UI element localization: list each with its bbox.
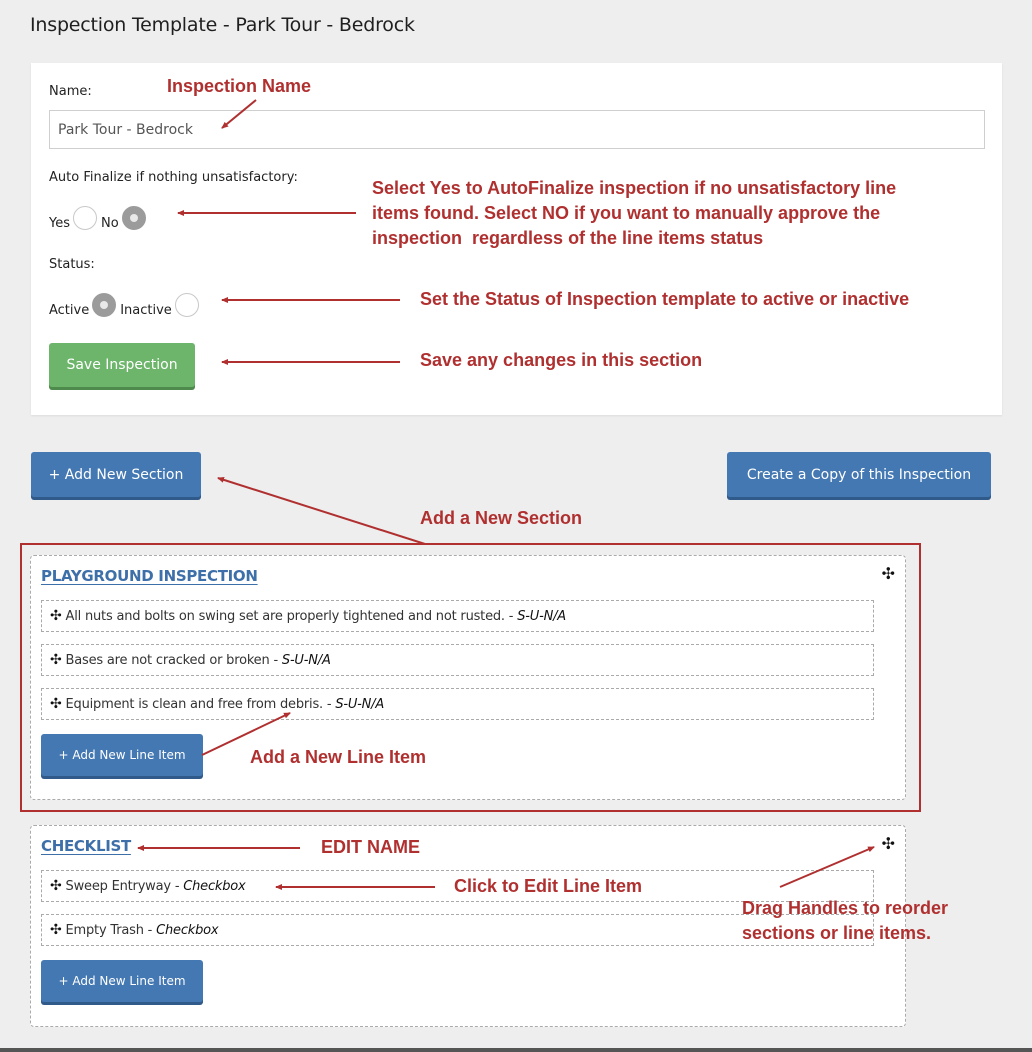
annotation-edit-line-item: Click to Edit Line Item: [454, 876, 643, 896]
drag-handle-icon[interactable]: ✣: [881, 834, 895, 853]
line-item-type: Checkbox: [183, 878, 246, 894]
line-item-separator: -: [504, 608, 518, 624]
add-new-line-item-button[interactable]: + Add New Line Item: [41, 734, 203, 776]
line-item[interactable]: [41, 644, 874, 676]
line-item-text: Sweep Entryway: [65, 878, 171, 894]
save-inspection-button[interactable]: Save Inspection: [49, 343, 195, 387]
drag-handle-icon[interactable]: ✣: [50, 652, 62, 668]
auto-finalize-label: Auto Finalize if nothing unsatisfactory:: [49, 170, 298, 185]
auto-finalize-radio-group: [49, 211, 150, 235]
auto-finalize-no-label: No: [101, 215, 119, 231]
annotation-save: Save any changes in this section: [420, 350, 703, 370]
inspection-name-input[interactable]: [49, 110, 985, 149]
drag-handle-icon[interactable]: ✣: [881, 564, 895, 583]
annotation-drag-2: sections or line items.: [742, 923, 932, 943]
auto-finalize-yes-label: Yes: [49, 215, 70, 231]
drag-handle-icon[interactable]: ✣: [50, 608, 62, 624]
page-title: Inspection Template - Park Tour - Bedrock: [30, 14, 415, 36]
line-item-text: Equipment is clean and free from debris.: [65, 696, 323, 712]
line-item-type: S-U-N/A: [281, 652, 331, 668]
copy-inspection-button[interactable]: Create a Copy of this Inspection: [727, 452, 991, 497]
line-item[interactable]: [41, 600, 874, 632]
annotation-status: Set the Status of Inspection template to active or inactive: [420, 289, 910, 309]
status-inactive-label: Inactive: [120, 302, 172, 318]
add-new-line-item-button[interactable]: + Add New Line Item: [41, 960, 203, 1002]
add-new-section-button[interactable]: + Add New Section: [31, 452, 201, 497]
annotation-add-section: Add a New Section: [420, 508, 583, 528]
drag-handle-icon[interactable]: ✣: [50, 878, 62, 894]
drag-handle-icon[interactable]: ✣: [50, 922, 62, 938]
line-item-type: S-U-N/A: [517, 608, 566, 624]
annotation-add-line-item: Add a New Line Item: [250, 747, 427, 767]
status-active-radio[interactable]: [92, 293, 116, 317]
line-item[interactable]: [41, 688, 874, 720]
status-inactive-radio[interactable]: [175, 293, 199, 317]
status-radio-group: [49, 298, 203, 322]
name-label: Name:: [49, 84, 92, 99]
line-item-text: Empty Trash: [65, 922, 144, 938]
annotation-drag-1: Drag Handles to reorder: [742, 898, 949, 918]
line-item-type: Checkbox: [156, 922, 219, 938]
status-active-label: Active: [49, 302, 90, 318]
section-title[interactable]: PLAYGROUND INSPECTION: [41, 567, 258, 585]
auto-finalize-yes-radio[interactable]: [73, 206, 97, 230]
page-bottom-border: [0, 1048, 1032, 1052]
line-item-separator: -: [269, 652, 282, 668]
line-item-separator: -: [170, 878, 184, 894]
annotation-auto-finalize-1: Select Yes to AutoFinalize inspection if no unsatisfactory line: [372, 178, 897, 198]
drag-handle-icon[interactable]: ✣: [50, 696, 62, 712]
annotation-edit-name: EDIT NAME: [321, 837, 420, 857]
status-label: Status:: [49, 257, 95, 272]
annotation-inspection-name: Inspection Name: [167, 76, 312, 96]
line-item-type: S-U-N/A: [335, 696, 385, 712]
line-item-separator: -: [322, 696, 336, 712]
annotation-auto-finalize-2: items found. Select NO if you want to manually approve the: [372, 203, 881, 223]
section-playground-inspection: [30, 555, 906, 800]
line-item-text: Bases are not cracked or broken: [65, 652, 270, 668]
annotation-auto-finalize-3: inspection regardless of the line items status: [372, 228, 764, 248]
auto-finalize-no-radio[interactable]: [122, 206, 146, 230]
line-item-separator: -: [143, 922, 157, 938]
section-title[interactable]: CHECKLIST: [41, 837, 131, 855]
line-item-text: All nuts and bolts on swing set are properly tightened and not rusted.: [65, 608, 505, 624]
